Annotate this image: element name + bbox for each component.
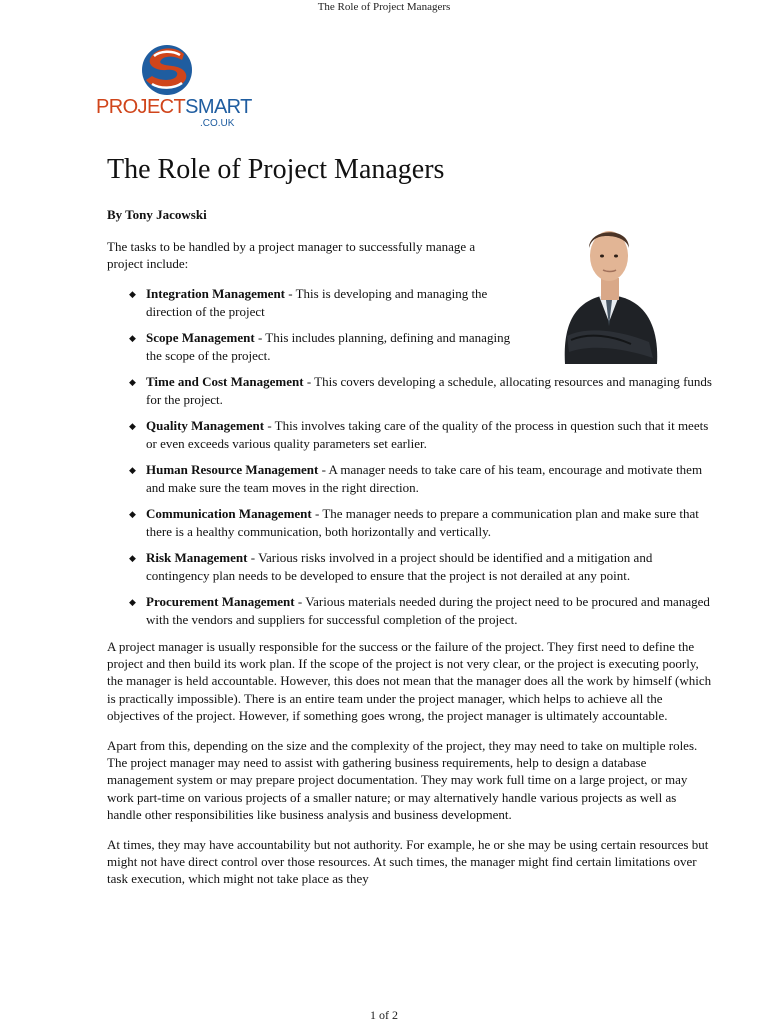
- diamond-bullet-icon: ◆: [129, 553, 136, 563]
- diamond-bullet-icon: ◆: [129, 597, 136, 607]
- list-item-term: Time and Cost Management: [146, 374, 304, 389]
- diamond-bullet-icon: ◆: [129, 421, 136, 431]
- list-item: [107, 461, 713, 496]
- projectsmart-logo[interactable]: [96, 44, 252, 136]
- list-item-description: - This is developing and managing the direction of the project: [146, 286, 488, 319]
- diamond-bullet-icon: ◆: [129, 377, 136, 387]
- list-item-term: Scope Management: [146, 330, 255, 345]
- list-item-text: [146, 329, 516, 364]
- list-item: [107, 549, 713, 584]
- body-paragraph-roles: Apart from this, depending on the size and the complexity of the project, they may need to take on multiple roles. The project manager may need to assist with gathering business requirements, help to design a database management system or may prepare project documentation. They may work full time on a large project, or may work part-time on various projects of a smaller nature; or may alternatively handle various projects as well as handle other responsibilities like business analysis and business development.: [107, 738, 698, 822]
- list-item-description: - The manager needs to prepare a communication plan and make sure that there is a healthy communication, both horizontally and vertically.: [146, 506, 699, 539]
- list-item-term: Risk Management: [146, 550, 248, 565]
- list-item-text: [146, 285, 516, 320]
- list-item-description: - A manager needs to take care of his team, encourage and motivate them and make sure the team moves in the right direction.: [146, 462, 703, 495]
- diamond-bullet-icon: ◆: [129, 465, 136, 475]
- logo-swirl-icon: [140, 44, 194, 96]
- diamond-bullet-icon: ◆: [129, 333, 136, 343]
- list-item-description: - This includes planning, defining and managing the scope of the project.: [146, 330, 511, 363]
- list-item-term: Communication Management: [146, 506, 312, 521]
- list-item: [107, 593, 713, 628]
- logo-domain: .CO.UK: [200, 118, 235, 129]
- list-item-term: Procurement Management: [146, 594, 295, 609]
- logo-wordmark: [96, 96, 252, 118]
- list-item: [107, 505, 713, 540]
- article-byline: By Tony Jacowski: [107, 207, 207, 222]
- diamond-bullet-icon: ◆: [129, 509, 136, 519]
- list-item: [107, 285, 713, 320]
- page-number: 1 of 2: [370, 1008, 398, 1022]
- list-item-description: - This involves taking care of the quality of the process in question such that it meets or even exceeds various quality parameters set earlier.: [146, 418, 709, 451]
- article-title: The Role of Project Managers: [107, 154, 445, 185]
- list-item-term: Quality Management: [146, 418, 265, 433]
- body-paragraph-authority: At times, they may have accountability but not authority. For example, he or she may be using certain resources but might not have direct control over those resources. At such times, the manager might find certain limitations over task execution, which might not take place as they: [107, 837, 709, 887]
- list-item: [107, 417, 713, 452]
- article-intro: The tasks to be handled by a project manager to successfully manage a project include:: [107, 239, 476, 271]
- body-paragraph-accountability: A project manager is usually responsible for the success or the failure of the project. They first need to define the project and then build its work plan. If the scope of the project is not very clear, or the project is executing poorly, the manager is held accountable. However, this does not mean that the manager does all the work by himself (which is practically impossible). There is an entire team under the project manager, which helps to achieve all the objectives of the project. However, if something goes wrong, the project manager is ultimately accountable.: [107, 639, 712, 723]
- logo-word-project: PROJECT: [96, 96, 186, 118]
- running-header-title: The Role of Project Managers: [317, 1, 451, 13]
- list-item-description: - Various materials needed during the project need to be procured and managed with the vendors and suppliers for successful completion of the project.: [146, 594, 710, 627]
- list-item-description: - Various risks involved in a project should be identified and a mitigation and contingency plan needs to be developed to ensure that the project is not derailed at any point.: [146, 550, 653, 583]
- management-areas-list: [107, 285, 713, 628]
- logo-word-smart: SMART: [185, 96, 252, 118]
- list-item-description: - This covers developing a schedule, allocating resources and managing funds for the project.: [146, 374, 712, 407]
- list-item: [107, 329, 713, 364]
- list-item: [107, 373, 713, 408]
- article: [107, 150, 713, 888]
- list-item-term: Integration Management: [146, 286, 286, 301]
- list-item-term: Human Resource Management: [146, 462, 319, 477]
- diamond-bullet-icon: ◆: [129, 289, 136, 299]
